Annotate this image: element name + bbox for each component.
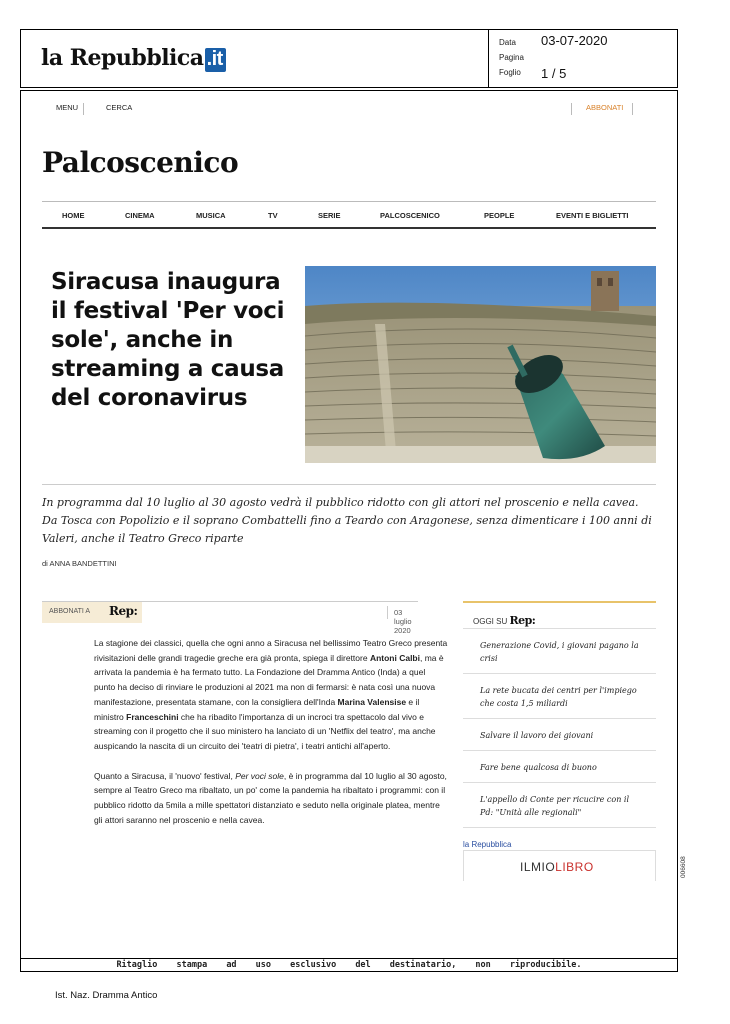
nav-tv[interactable]: TV bbox=[268, 211, 278, 220]
person-name: Marina Valensise bbox=[337, 696, 407, 707]
subscribe-label[interactable]: ABBONATI A bbox=[49, 608, 91, 615]
nav-eventi[interactable]: EVENTI E BIGLIETTI bbox=[556, 211, 629, 220]
subscribe-bar bbox=[42, 601, 418, 635]
side-code: 006608 bbox=[680, 856, 687, 878]
list-item[interactable]: L'appello di Conte per ricucire con il Pd: "Unità alle regionali" bbox=[463, 783, 656, 828]
clipping-date: 03-07-2020 bbox=[541, 33, 608, 48]
logo-suffix: .it bbox=[205, 48, 226, 72]
rep-logo[interactable]: Rep: bbox=[509, 614, 536, 627]
list-item[interactable]: La rete bucata dei centri per l'impiego che costa 1,5 miliardi bbox=[463, 674, 656, 719]
meta-labels bbox=[499, 35, 524, 80]
bar-divider bbox=[387, 606, 388, 619]
text: che ha ribadito l'importanza di un incroci tra spettacolo dal vivo e streaming con il progetto che il suo ministero ha lanciato di un 'Netflix del teatro', ma anche auspicando la nascita di un circuito dei 'teatri di pietra', i teatri antichi all'aperto. bbox=[94, 711, 436, 751]
nav-palcoscenico[interactable]: PALCOSCENICO bbox=[380, 211, 440, 220]
article-standfirst: In programma dal 10 luglio al 30 agosto vedrà il pubblico ridotto con gli attori nel proscenio e nella cavea. Da Tosca con Popolizio e il soprano Combattelli fino a Teardo con Aragonese, senza dimenticare i 100 anni di Valeri, anche il Teatro Greco riparte bbox=[42, 496, 652, 545]
clipping-header bbox=[20, 29, 678, 88]
sidebar-top-rule bbox=[463, 601, 656, 603]
section-title[interactable]: Palcoscenico bbox=[42, 146, 239, 179]
top-nav bbox=[36, 103, 656, 115]
article-date: 03 luglio 2020 bbox=[394, 608, 412, 635]
menu-link[interactable]: MENU bbox=[56, 103, 79, 112]
rep-logo[interactable]: Rep: bbox=[109, 604, 138, 618]
standfirst-divider bbox=[42, 484, 656, 485]
logo-cell bbox=[21, 30, 489, 87]
oggi-label: OGGI SU bbox=[473, 617, 508, 626]
publisher-label[interactable]: la Repubblica bbox=[463, 840, 512, 849]
nav-divider bbox=[83, 103, 84, 115]
meta-values bbox=[541, 32, 608, 83]
foglio-value: 1 / 5 bbox=[541, 66, 567, 81]
hero-image bbox=[305, 266, 656, 463]
text: , ma è arrivata la pandemia è ha fermato tutto. La Fondazione del Dramma Antico (Inda) a quel punto ha deciso di rinviare le produzioni al 2021 ma non di fermarsi: è nata così una nuova manifestazione, presentata stamane, con la consigliera dell'Inda bbox=[94, 652, 444, 707]
footer-box bbox=[20, 958, 678, 972]
footer-note: Ritaglio stampa ad uso esclusivo del destinatario, non riproducibile. bbox=[116, 960, 582, 970]
person-name: Franceschini bbox=[126, 711, 179, 722]
paragraph bbox=[94, 636, 448, 754]
nav-people[interactable]: PEOPLE bbox=[484, 211, 515, 220]
promo-part: LIBRO bbox=[555, 860, 594, 874]
nav-musica[interactable]: MUSICA bbox=[196, 211, 226, 220]
paragraph bbox=[94, 769, 448, 828]
label-foglio: Foglio bbox=[499, 68, 521, 77]
label-data: Data bbox=[499, 38, 516, 47]
list-item[interactable]: Fare bene qualcosa di buono bbox=[463, 751, 656, 783]
text: , è in programma dal 10 luglio al 30 agosto, sempre al Teatro Greco ma ribaltato, un po' come la pandemia ha ribaltato i programmi: con il pubblico ridotto da 5mila a mille spettatori distanziato e seduto nella originale platea, mentre gli attori saranno nel proscenio e nella cavea. bbox=[94, 770, 447, 825]
ilmiolibro-promo[interactable] bbox=[463, 850, 656, 881]
label-pagina: Pagina bbox=[499, 53, 524, 62]
search-link[interactable]: CERCA bbox=[106, 103, 133, 112]
ilmiolibro-logo[interactable] bbox=[520, 860, 594, 874]
subscribe-link[interactable]: ABBONATI bbox=[586, 103, 624, 112]
category-nav bbox=[42, 201, 656, 229]
sidebar bbox=[463, 601, 656, 817]
list-item[interactable]: Generazione Covid, i giovani pagano la crisi bbox=[463, 629, 656, 674]
nav-divider bbox=[632, 103, 633, 115]
byline: di ANNA BANDETTINI bbox=[42, 559, 117, 568]
nav-serie[interactable]: SERIE bbox=[318, 211, 341, 220]
text: La stagione dei classici, quella che ogni anno a Siracusa nel bellissimo Teatro Greco presenta rivisitazioni delle grandi tragedie greche era già pronta, spiega il direttore bbox=[94, 638, 448, 663]
client-name: Ist. Naz. Dramma Antico bbox=[55, 990, 158, 1001]
person-name: Antoni Calbi bbox=[369, 652, 420, 663]
text: Quanto a Siracusa, il 'nuovo' festival, bbox=[94, 770, 236, 781]
nav-cinema[interactable]: CINEMA bbox=[125, 211, 155, 220]
greek-theatre-photo bbox=[305, 266, 656, 463]
oggi-su-rep bbox=[473, 614, 535, 627]
repubblica-logo bbox=[41, 45, 226, 72]
nav-home[interactable]: HOME bbox=[62, 211, 85, 220]
logo-text: la Repubblica bbox=[41, 45, 204, 71]
article-headline: Siracusa inaugura il festival 'Per voci sole', anche in streaming a causa del coronavirus bbox=[51, 269, 285, 411]
sidebar-list bbox=[463, 628, 656, 828]
list-item[interactable]: Salvare il lavoro dei giovani bbox=[463, 719, 656, 751]
festival-name: Per voci sole bbox=[235, 770, 284, 781]
text: e il ministro bbox=[94, 696, 420, 722]
article-body bbox=[94, 636, 448, 842]
nav-divider bbox=[571, 103, 572, 115]
promo-part: ILMIO bbox=[520, 860, 556, 874]
